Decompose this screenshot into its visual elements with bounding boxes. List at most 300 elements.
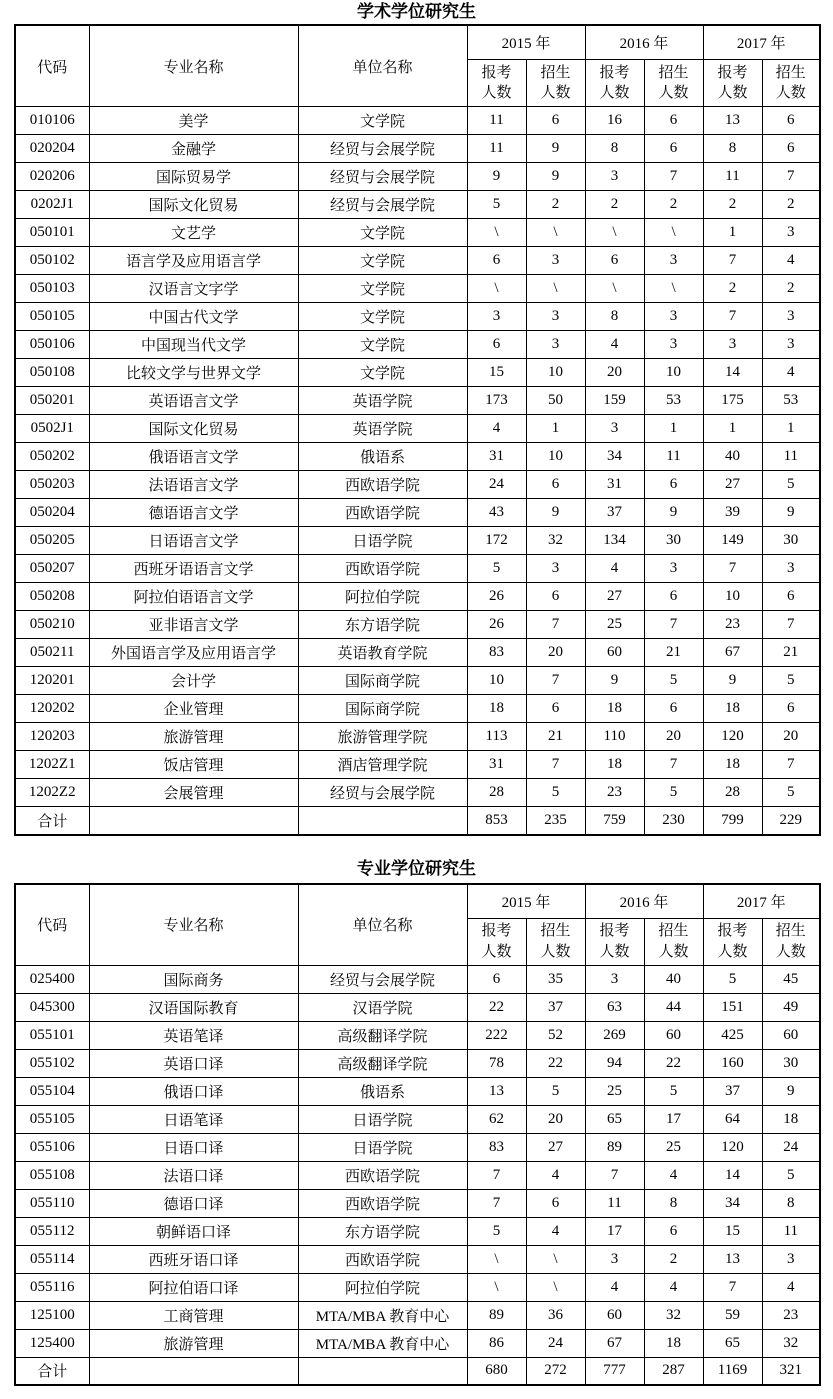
row-value: \ (585, 219, 644, 247)
row-value: \ (526, 1245, 585, 1273)
table-row (15, 695, 820, 723)
row-value: 3 (644, 331, 703, 359)
row-major: 日语语言文学 (89, 527, 298, 555)
row-code: 合计 (15, 807, 89, 835)
academic-table-header (15, 25, 820, 107)
row-value: 8 (585, 135, 644, 163)
row-value: 3 (644, 247, 703, 275)
header-applicants (703, 918, 762, 965)
row-value: 10 (644, 359, 703, 387)
table-row (15, 723, 820, 751)
row-value: 39 (703, 499, 762, 527)
header-applicants-label: 报考人数 (481, 64, 512, 101)
row-value: 3 (644, 555, 703, 583)
row-value: 17 (585, 1217, 644, 1245)
row-value: 30 (644, 527, 703, 555)
row-value: 18 (644, 1329, 703, 1357)
row-value: 159 (585, 387, 644, 415)
header-applicants-label: 报考人数 (717, 923, 748, 960)
row-value: \ (526, 219, 585, 247)
row-value: 11 (585, 1189, 644, 1217)
row-value: 25 (644, 1133, 703, 1161)
row-value: 37 (703, 1077, 762, 1105)
row-value: 6 (585, 247, 644, 275)
row-value: 6 (526, 471, 585, 499)
row-value: 3 (762, 555, 820, 583)
row-code: 050106 (15, 331, 89, 359)
table-row (15, 583, 820, 611)
header-enrolled (644, 60, 703, 107)
row-value: 11 (762, 443, 820, 471)
row-value: 13 (703, 107, 762, 135)
table-row (15, 471, 820, 499)
row-value: 173 (467, 387, 526, 415)
row-value: \ (467, 219, 526, 247)
header-enrolled (762, 918, 820, 965)
row-value: 30 (762, 527, 820, 555)
row-value: 50 (526, 387, 585, 415)
row-value: 32 (762, 1329, 820, 1357)
row-unit: 西欧语学院 (298, 1189, 467, 1217)
row-value: 15 (467, 359, 526, 387)
header-year-2016: 2016 年 (585, 884, 703, 919)
row-value: 6 (762, 135, 820, 163)
row-value: 18 (703, 695, 762, 723)
row-unit: 东方语学院 (298, 611, 467, 639)
table-row (15, 1189, 820, 1217)
row-value: 49 (762, 993, 820, 1021)
row-value: 7 (467, 1189, 526, 1217)
row-value: 67 (703, 639, 762, 667)
row-value: 60 (762, 1021, 820, 1049)
row-major: 阿拉伯语口译 (89, 1273, 298, 1301)
row-value: 6 (644, 471, 703, 499)
row-value: 9 (762, 499, 820, 527)
row-value: 63 (585, 993, 644, 1021)
row-value: 34 (585, 443, 644, 471)
row-value: 6 (526, 583, 585, 611)
row-major: 美学 (89, 107, 298, 135)
table-row (15, 807, 820, 835)
row-code: 055104 (15, 1077, 89, 1105)
row-value: 321 (762, 1357, 820, 1385)
row-value: 18 (703, 751, 762, 779)
row-value: 6 (644, 135, 703, 163)
row-value: 2 (762, 191, 820, 219)
row-value: 269 (585, 1021, 644, 1049)
row-code: 055110 (15, 1189, 89, 1217)
row-value: 4 (526, 1217, 585, 1245)
row-value: 83 (467, 639, 526, 667)
row-major: 法语语言文学 (89, 471, 298, 499)
row-major: 英语语言文学 (89, 387, 298, 415)
header-major: 专业名称 (89, 884, 298, 966)
row-value: 8 (762, 1189, 820, 1217)
row-value: 25 (585, 611, 644, 639)
row-major: 国际商务 (89, 965, 298, 993)
row-value: 9 (703, 667, 762, 695)
row-value: 230 (644, 807, 703, 835)
header-enrolled (762, 60, 820, 107)
header-applicants-label: 报考人数 (599, 64, 630, 101)
row-value: 53 (644, 387, 703, 415)
header-year-2015: 2015 年 (467, 884, 585, 919)
row-code: 055116 (15, 1273, 89, 1301)
row-code: 1202Z2 (15, 779, 89, 807)
row-value: 52 (526, 1021, 585, 1049)
professional-degree-table (14, 883, 821, 1387)
header-enrolled-label: 招生人数 (658, 923, 689, 960)
row-value: 799 (703, 807, 762, 835)
row-value: 36 (526, 1301, 585, 1329)
row-value: 94 (585, 1049, 644, 1077)
row-value: 27 (585, 583, 644, 611)
table-row (15, 387, 820, 415)
row-value: 24 (526, 1329, 585, 1357)
row-unit: 阿拉伯学院 (298, 1273, 467, 1301)
row-unit: 西欧语学院 (298, 555, 467, 583)
row-unit: 国际商学院 (298, 667, 467, 695)
row-unit: 文学院 (298, 107, 467, 135)
row-value: 6 (644, 583, 703, 611)
row-major: 饭店管理 (89, 751, 298, 779)
row-value: 60 (644, 1021, 703, 1049)
row-value: 149 (703, 527, 762, 555)
row-unit: 文学院 (298, 219, 467, 247)
row-code: 020204 (15, 135, 89, 163)
row-value: 16 (585, 107, 644, 135)
row-unit: 西欧语学院 (298, 1161, 467, 1189)
row-code: 120203 (15, 723, 89, 751)
row-value: 759 (585, 807, 644, 835)
row-value: 24 (467, 471, 526, 499)
table-row (15, 1133, 820, 1161)
academic-table-title: 学术学位研究生 (357, 2, 476, 21)
row-value: 1169 (703, 1357, 762, 1385)
row-value: 6 (526, 1189, 585, 1217)
row-major: 金融学 (89, 135, 298, 163)
row-value: 3 (526, 331, 585, 359)
table-row (15, 1301, 820, 1329)
row-value: 7 (703, 303, 762, 331)
row-value: 7 (585, 1161, 644, 1189)
row-value: 21 (526, 723, 585, 751)
row-major: 朝鲜语口译 (89, 1217, 298, 1245)
row-value: 23 (762, 1301, 820, 1329)
academic-degree-table (14, 24, 821, 836)
row-major: 会计学 (89, 667, 298, 695)
header-applicants (585, 60, 644, 107)
row-value: 4 (585, 555, 644, 583)
row-value: 4 (762, 359, 820, 387)
table-row (15, 303, 820, 331)
row-code: 055102 (15, 1049, 89, 1077)
row-major: 中国现当代文学 (89, 331, 298, 359)
row-value: 67 (585, 1329, 644, 1357)
row-value: 35 (526, 965, 585, 993)
row-unit: 国际商学院 (298, 695, 467, 723)
row-value: 7 (644, 751, 703, 779)
row-value: 25 (585, 1077, 644, 1105)
row-value: 6 (467, 965, 526, 993)
row-value: 89 (467, 1301, 526, 1329)
table-row (15, 527, 820, 555)
row-major: 英语笔译 (89, 1021, 298, 1049)
row-value: 4 (585, 1273, 644, 1301)
row-code: 055112 (15, 1217, 89, 1245)
row-value: 11 (703, 163, 762, 191)
row-value: \ (467, 275, 526, 303)
professional-table-header (15, 884, 820, 966)
row-unit: 旅游管理学院 (298, 723, 467, 751)
row-value: 4 (585, 331, 644, 359)
row-major: 汉语国际教育 (89, 993, 298, 1021)
row-value: 31 (467, 443, 526, 471)
header-enrolled (526, 918, 585, 965)
row-value: 7 (526, 611, 585, 639)
row-value: 18 (585, 751, 644, 779)
row-major: 工商管理 (89, 1301, 298, 1329)
row-unit: 文学院 (298, 275, 467, 303)
row-value: 2 (585, 191, 644, 219)
row-value: 1 (762, 415, 820, 443)
table-row (15, 639, 820, 667)
row-value: 4 (526, 1161, 585, 1189)
row-value: 10 (526, 359, 585, 387)
row-value: 14 (703, 359, 762, 387)
row-value: 86 (467, 1329, 526, 1357)
row-value: 222 (467, 1021, 526, 1049)
row-value: 23 (703, 611, 762, 639)
row-value: 9 (644, 499, 703, 527)
row-code: 120202 (15, 695, 89, 723)
row-value: 6 (467, 331, 526, 359)
row-unit: 文学院 (298, 331, 467, 359)
row-unit: 经贸与会展学院 (298, 191, 467, 219)
row-value: 31 (585, 471, 644, 499)
table-row (15, 219, 820, 247)
row-code: 050201 (15, 387, 89, 415)
row-major: 外国语言学及应用语言学 (89, 639, 298, 667)
row-value: 4 (644, 1161, 703, 1189)
professional-table-title: 专业学位研究生 (357, 858, 476, 878)
table-row (15, 1245, 820, 1273)
table-row (15, 247, 820, 275)
row-major: 企业管理 (89, 695, 298, 723)
header-applicants (467, 918, 526, 965)
row-code: 055105 (15, 1105, 89, 1133)
row-value: 5 (644, 1077, 703, 1105)
row-value: 60 (585, 639, 644, 667)
table-row (15, 779, 820, 807)
row-major: 俄语语言文学 (89, 443, 298, 471)
row-value: 27 (703, 471, 762, 499)
row-code: 050205 (15, 527, 89, 555)
row-value: 2 (703, 275, 762, 303)
row-unit: 日语学院 (298, 1105, 467, 1133)
table-row (15, 359, 820, 387)
header-enrolled-label: 招生人数 (775, 64, 806, 101)
row-value: 3 (762, 331, 820, 359)
row-unit: 高级翻译学院 (298, 1021, 467, 1049)
table-row (15, 1217, 820, 1245)
row-major: 国际文化贸易 (89, 191, 298, 219)
row-major (89, 1357, 298, 1385)
row-major: 英语口译 (89, 1049, 298, 1077)
row-value: 11 (644, 443, 703, 471)
row-value: 22 (467, 993, 526, 1021)
row-value: 10 (703, 583, 762, 611)
row-value: 134 (585, 527, 644, 555)
row-value: 20 (762, 723, 820, 751)
row-value: 9 (762, 1077, 820, 1105)
row-value: 37 (585, 499, 644, 527)
professional-table-body (15, 965, 820, 1385)
row-value: 7 (762, 751, 820, 779)
row-code: 050102 (15, 247, 89, 275)
header-year-2017: 2017 年 (703, 25, 820, 60)
row-code: 120201 (15, 667, 89, 695)
row-code: 055114 (15, 1245, 89, 1273)
row-code: 0502J1 (15, 415, 89, 443)
table-row (15, 443, 820, 471)
row-value: 14 (703, 1161, 762, 1189)
row-value: 65 (585, 1105, 644, 1133)
table-row (15, 555, 820, 583)
row-unit: 阿拉伯学院 (298, 583, 467, 611)
row-value: 4 (644, 1273, 703, 1301)
row-value: 9 (467, 163, 526, 191)
header-applicants (703, 60, 762, 107)
row-value: 83 (467, 1133, 526, 1161)
table-row (15, 331, 820, 359)
row-value: 3 (703, 331, 762, 359)
row-unit: 西欧语学院 (298, 471, 467, 499)
header-enrolled-label: 招生人数 (775, 923, 806, 960)
row-value: 89 (585, 1133, 644, 1161)
row-major: 会展管理 (89, 779, 298, 807)
row-value: \ (526, 275, 585, 303)
row-unit (298, 807, 467, 835)
row-value: 43 (467, 499, 526, 527)
row-code: 055101 (15, 1021, 89, 1049)
table-row (15, 1273, 820, 1301)
row-value: 5 (644, 667, 703, 695)
row-code: 050108 (15, 359, 89, 387)
row-unit: 文学院 (298, 359, 467, 387)
row-value: 20 (585, 359, 644, 387)
row-value: 4 (467, 415, 526, 443)
row-unit: 文学院 (298, 247, 467, 275)
row-value: 34 (703, 1189, 762, 1217)
header-major: 专业名称 (89, 25, 298, 107)
row-value: 425 (703, 1021, 762, 1049)
header-applicants-label: 报考人数 (599, 923, 630, 960)
row-value: 3 (526, 247, 585, 275)
table-row (15, 1357, 820, 1385)
row-major: 西班牙语口译 (89, 1245, 298, 1273)
row-value: 23 (585, 779, 644, 807)
row-value: \ (644, 275, 703, 303)
row-unit: MTA/MBA 教育中心 (298, 1301, 467, 1329)
row-value: 3 (585, 163, 644, 191)
row-value: 5 (762, 471, 820, 499)
row-value: 9 (526, 499, 585, 527)
header-year-row (15, 884, 820, 919)
row-unit: 酒店管理学院 (298, 751, 467, 779)
row-value: 26 (467, 611, 526, 639)
row-code: 0202J1 (15, 191, 89, 219)
row-value: 9 (526, 163, 585, 191)
row-value: 20 (526, 639, 585, 667)
row-value: 3 (585, 965, 644, 993)
header-applicants-label: 报考人数 (481, 923, 512, 960)
row-value: 6 (762, 107, 820, 135)
row-value: 680 (467, 1357, 526, 1385)
row-value: 11 (467, 135, 526, 163)
row-value: 113 (467, 723, 526, 751)
row-unit: 英语学院 (298, 415, 467, 443)
row-major: 亚非语言文学 (89, 611, 298, 639)
row-code: 055106 (15, 1133, 89, 1161)
row-code: 125400 (15, 1329, 89, 1357)
row-value: 1 (703, 219, 762, 247)
row-value: 7 (703, 1273, 762, 1301)
row-value: 5 (703, 965, 762, 993)
row-value: 4 (762, 247, 820, 275)
table-row (15, 107, 820, 135)
row-value: 45 (762, 965, 820, 993)
row-value: 3 (585, 1245, 644, 1273)
row-unit: 俄语系 (298, 1077, 467, 1105)
row-value: 60 (585, 1301, 644, 1329)
row-major: 日语口译 (89, 1133, 298, 1161)
table-row (15, 611, 820, 639)
row-unit: 汉语学院 (298, 993, 467, 1021)
row-value: \ (526, 1273, 585, 1301)
row-value: 5 (762, 779, 820, 807)
header-applicants (585, 918, 644, 965)
table-row (15, 275, 820, 303)
row-code: 050210 (15, 611, 89, 639)
row-major: 阿拉伯语语言文学 (89, 583, 298, 611)
row-value: 9 (585, 667, 644, 695)
row-unit: 经贸与会展学院 (298, 965, 467, 993)
row-major: 汉语言文字学 (89, 275, 298, 303)
row-value: 5 (762, 1161, 820, 1189)
row-value: 287 (644, 1357, 703, 1385)
row-value: 18 (762, 1105, 820, 1133)
row-value: 172 (467, 527, 526, 555)
row-value: 62 (467, 1105, 526, 1133)
row-value: 110 (585, 723, 644, 751)
row-value: 6 (526, 107, 585, 135)
row-unit: 英语学院 (298, 387, 467, 415)
row-unit: 西欧语学院 (298, 499, 467, 527)
table-row (15, 993, 820, 1021)
table-row (15, 667, 820, 695)
row-value: 65 (703, 1329, 762, 1357)
row-value: \ (644, 219, 703, 247)
row-major: 日语笔译 (89, 1105, 298, 1133)
table-row (15, 1329, 820, 1357)
table-row (15, 1161, 820, 1189)
table-row (15, 751, 820, 779)
row-code: 025400 (15, 965, 89, 993)
row-unit: 日语学院 (298, 527, 467, 555)
row-major: 文艺学 (89, 219, 298, 247)
row-value: 7 (467, 1161, 526, 1189)
